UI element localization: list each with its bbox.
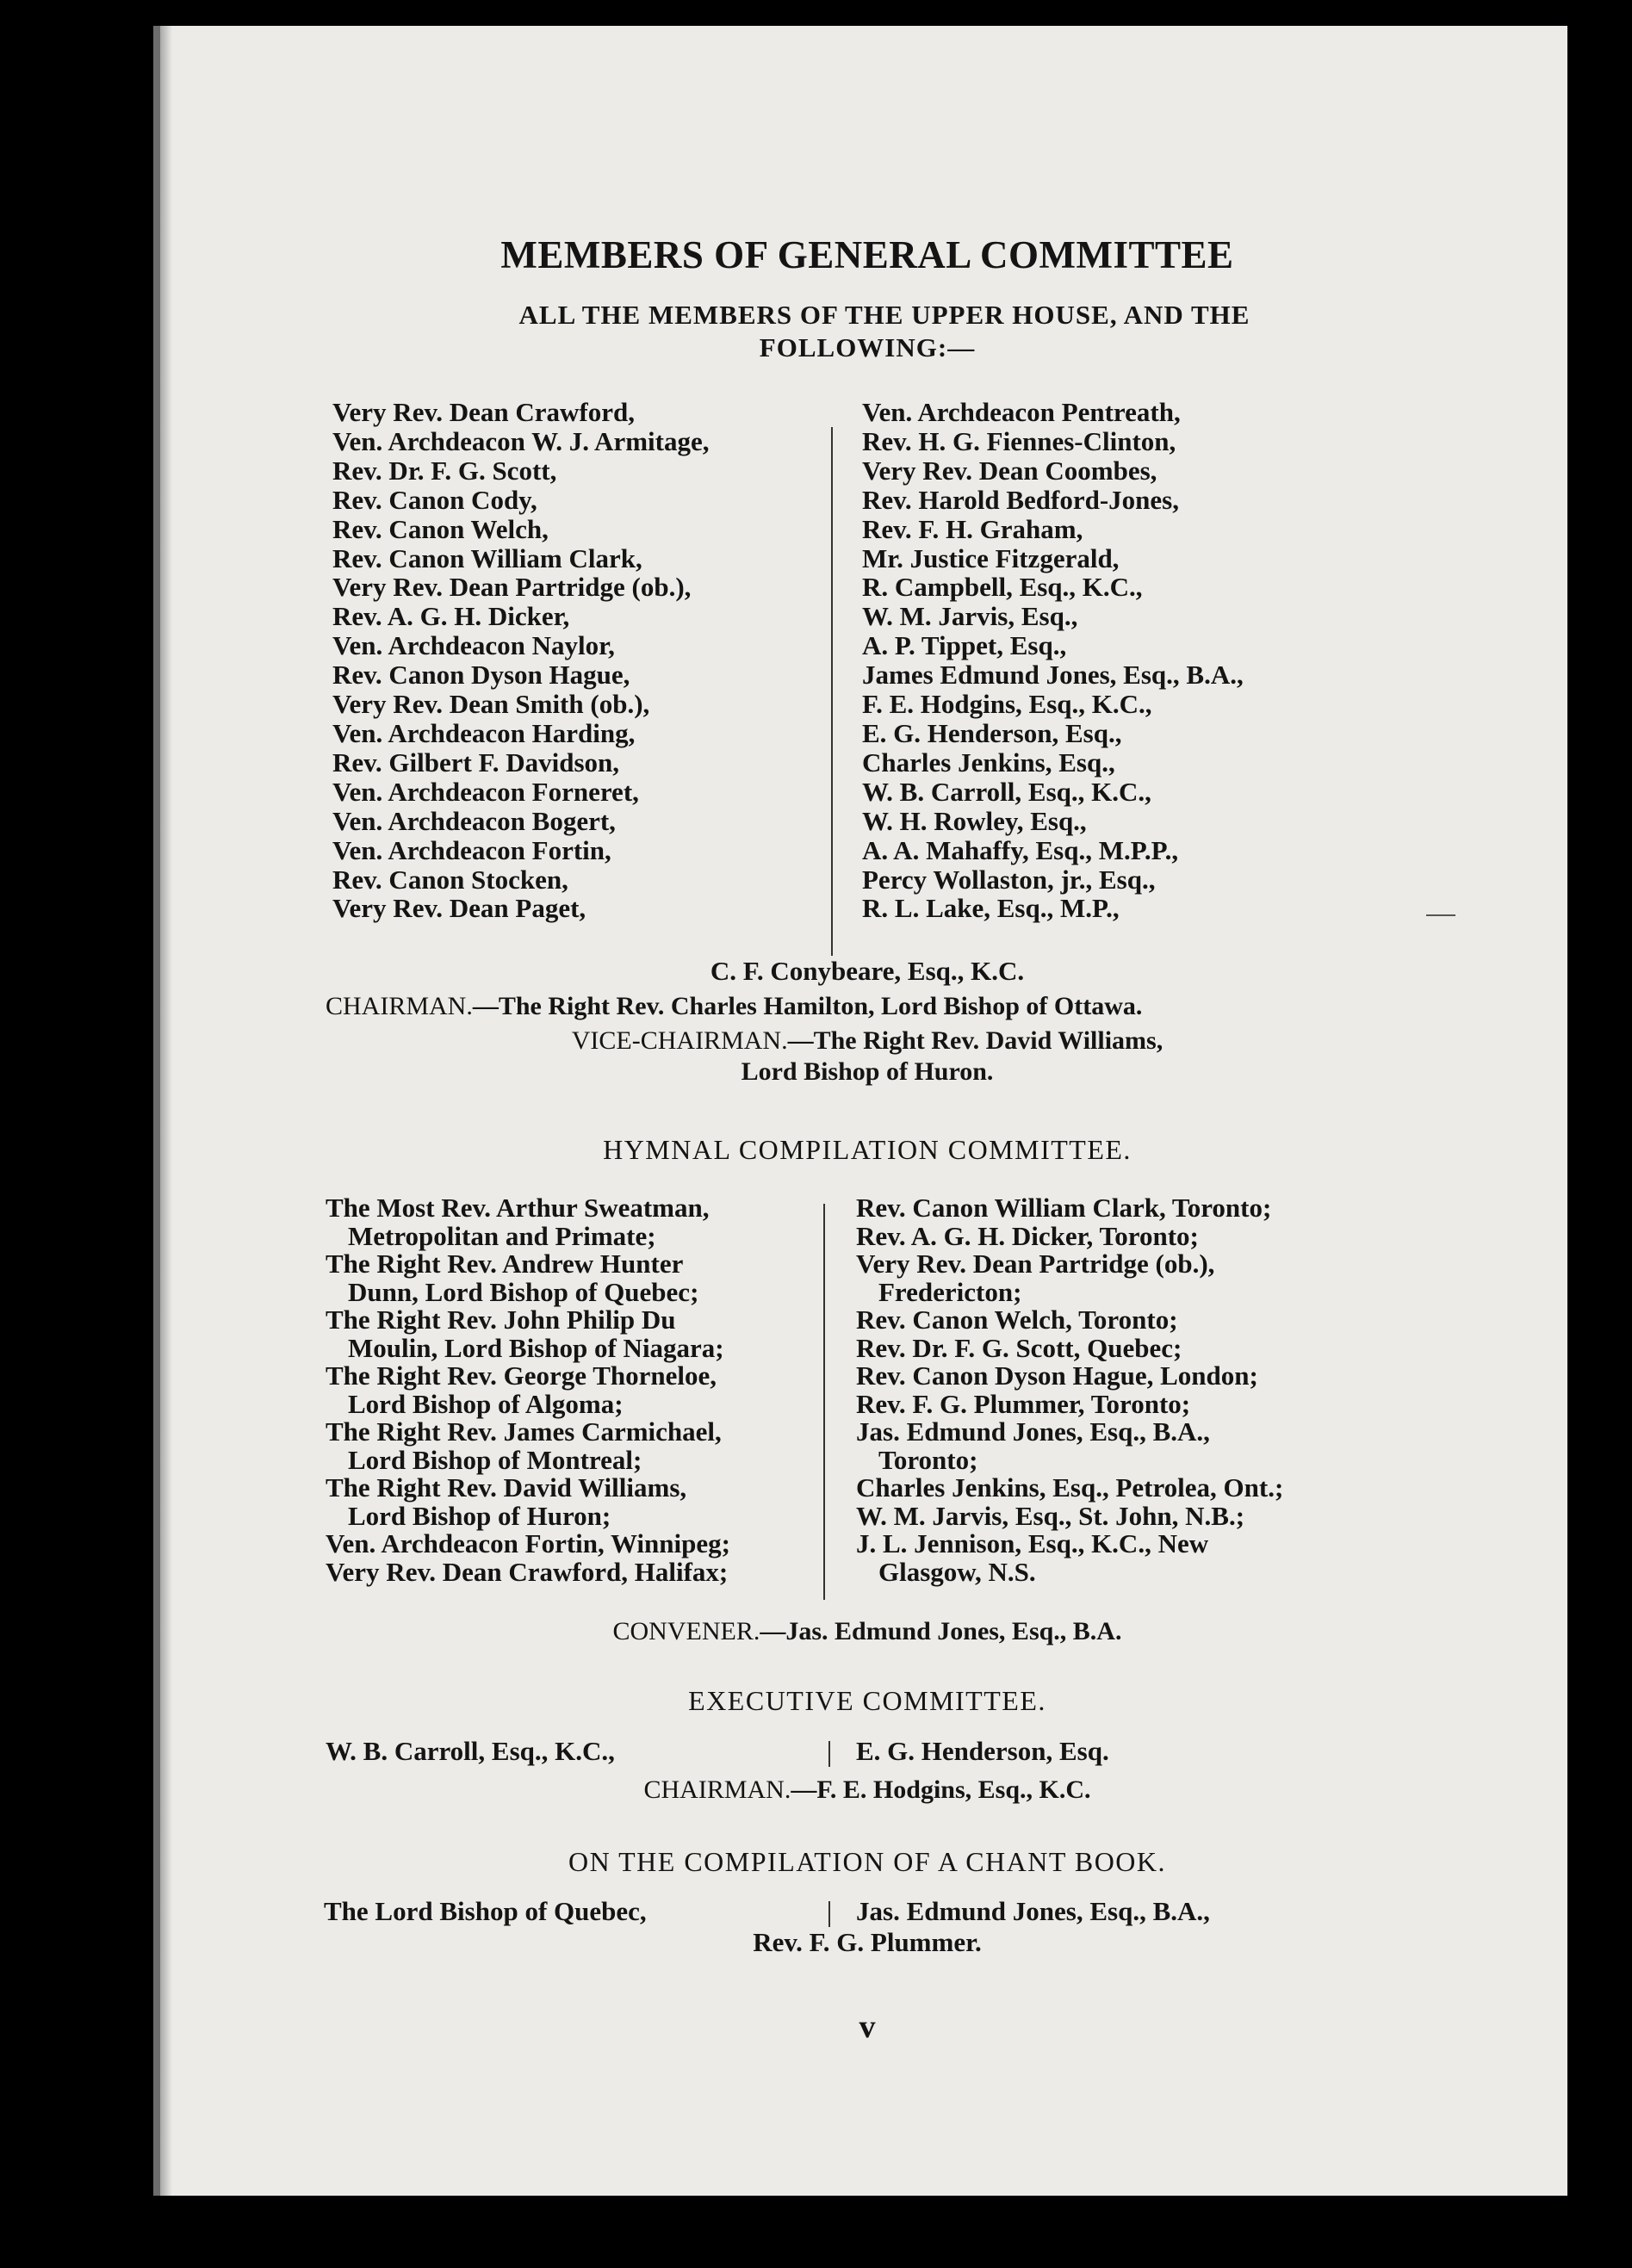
hymnal-member: Moulin, Lord Bishop of Niagara; <box>348 1332 724 1363</box>
general-member: Ven. Archdeacon Forneret, <box>332 776 639 807</box>
page-number: v <box>859 2009 876 2045</box>
hymnal-member: The Right Rev. George Thorneloe, <box>326 1360 717 1391</box>
hymnal-member: Glasgow, N.S. <box>878 1556 1036 1587</box>
hymnal-member: The Right Rev. David Williams, <box>326 1472 687 1503</box>
hymnal-left-column <box>326 1194 730 1586</box>
hymnal-member: Ven. Archdeacon Fortin, Winnipeg; <box>326 1528 730 1558</box>
general-member: Rev. Gilbert F. Davidson, <box>332 747 619 778</box>
general-member: A. P. Tippet, Esq., <box>862 630 1067 661</box>
general-member: Ven. Archdeacon W. J. Armitage, <box>332 425 710 456</box>
chant-final-member: Rev. F. G. Plummer. <box>753 1927 982 1957</box>
hymnal-member: W. M. Jarvis, Esq., St. John, N.B.; <box>856 1500 1245 1531</box>
hymnal-member: The Right Rev. Andrew Hunter <box>326 1249 684 1279</box>
hymnal-member: The Right Rev. John Philip Du <box>326 1304 676 1335</box>
general-member: A. A. Mahaffy, Esq., M.P.P., <box>862 834 1179 865</box>
hymnal-member: Very Rev. Dean Partridge (ob.), <box>856 1249 1215 1279</box>
general-member: Percy Wollaston, jr., Esq., <box>862 864 1156 895</box>
vice-chairman-title: Lord Bishop of Huron. <box>741 1057 994 1086</box>
general-member: Rev. F. H. Graham, <box>862 513 1083 544</box>
general-member: R. L. Lake, Esq., M.P., <box>862 893 1120 924</box>
general-member: Rev. Canon Stocken, <box>332 864 568 895</box>
chairman-name: —The Right Rev. Charles Hamilton, Lord Bishop of Ottawa. <box>472 992 1143 1020</box>
hymnal-column-divider <box>823 1204 825 1600</box>
hymnal-member: Fredericton; <box>878 1276 1022 1307</box>
general-member: W. B. Carroll, Esq., K.C., <box>862 776 1151 807</box>
general-member: Rev. Canon William Clark, <box>332 542 642 573</box>
general-member: Charles Jenkins, Esq., <box>862 747 1115 778</box>
hymnal-member: Rev. Canon William Clark, Toronto; <box>856 1193 1272 1223</box>
hymnal-member: Lord Bishop of Montreal; <box>348 1444 642 1475</box>
executive-chairman-name: —F. E. Hodgins, Esq., K.C. <box>791 1775 1091 1804</box>
hymnal-member: Rev. A. G. H. Dicker, Toronto; <box>856 1220 1199 1251</box>
executive-committee-title: EXECUTIVE COMMITTEE. <box>688 1685 1046 1716</box>
general-right-column <box>862 398 1244 923</box>
general-member: Rev. Harold Bedford-Jones, <box>862 484 1179 515</box>
hymnal-member: Lord Bishop of Algoma; <box>348 1388 624 1419</box>
general-member: James Edmund Jones, Esq., B.A., <box>862 660 1244 691</box>
convener-name: —Jas. Edmund Jones, Esq., B.A. <box>760 1617 1122 1645</box>
executive-member-right: E. G. Henderson, Esq. <box>856 1736 1109 1766</box>
general-column-divider <box>831 427 833 956</box>
vice-chairman-name: —The Right Rev. David Williams, <box>787 1026 1163 1055</box>
general-member: Rev. Dr. F. G. Scott, <box>332 455 557 486</box>
general-member: W. M. Jarvis, Esq., <box>862 601 1078 632</box>
hymnal-member: Dunn, Lord Bishop of Quebec; <box>348 1276 699 1307</box>
hymnal-right-column <box>856 1194 1283 1586</box>
general-member: Very Rev. Dean Smith (ob.), <box>332 689 650 720</box>
vice-chairman-role: VICE-CHAIRMAN. <box>571 1026 788 1055</box>
chant-member-right: Jas. Edmund Jones, Esq., B.A., <box>856 1896 1210 1926</box>
hymnal-member: Lord Bishop of Huron; <box>348 1500 611 1531</box>
hymnal-convener-line <box>160 1617 1574 1646</box>
general-member: Very Rev. Dean Crawford, <box>332 397 635 427</box>
chant-member-left: The Lord Bishop of Quebec, <box>324 1896 647 1926</box>
general-member: Rev. Canon Cody, <box>332 484 537 515</box>
general-member: Rev. Canon Welch, <box>332 513 549 544</box>
hymnal-member: The Most Rev. Arthur Sweatman, <box>326 1193 710 1223</box>
hymnal-member: Jas. Edmund Jones, Esq., B.A., <box>856 1416 1210 1447</box>
general-member: Rev. H. G. Fiennes-Clinton, <box>862 425 1176 456</box>
general-member: Very Rev. Dean Partridge (ob.), <box>332 572 692 603</box>
general-committee-title: MEMBERS OF GENERAL COMMITTEE <box>500 233 1234 276</box>
general-member: Rev. Canon Dyson Hague, <box>332 660 630 691</box>
general-member: Ven. Archdeacon Fortin, <box>332 834 611 865</box>
executive-chairman-role: CHAIRMAN. <box>643 1775 791 1804</box>
hymnal-member: Toronto; <box>878 1444 978 1475</box>
convener-role: CONVENER. <box>612 1617 760 1645</box>
general-member: R. Campbell, Esq., K.C., <box>862 572 1143 603</box>
book-page <box>153 26 1567 2196</box>
general-member: Mr. Justice Fitzgerald, <box>862 542 1120 573</box>
hymnal-member: J. L. Jennison, Esq., K.C., New <box>856 1528 1209 1558</box>
hymnal-member: Rev. F. G. Plummer, Toronto; <box>856 1388 1191 1419</box>
hymnal-member: Rev. Dr. F. G. Scott, Quebec; <box>856 1332 1182 1363</box>
chant-column-divider <box>828 1901 830 1927</box>
general-member: W. H. Rowley, Esq., <box>862 805 1087 836</box>
hymnal-member: The Right Rev. James Carmichael, <box>326 1416 722 1447</box>
executive-column-divider <box>828 1741 830 1767</box>
general-subtitle-line-2: FOLLOWING:— <box>759 332 976 363</box>
general-subtitle-line-1: ALL THE MEMBERS OF THE UPPER HOUSE, AND THE <box>518 300 1250 330</box>
hymnal-member: Metropolitan and Primate; <box>348 1220 656 1251</box>
hymnal-member: Very Rev. Dean Crawford, Halifax; <box>326 1556 729 1587</box>
general-member: F. E. Hodgins, Esq., K.C., <box>862 689 1152 720</box>
chant-book-title: ON THE COMPILATION OF A CHANT BOOK. <box>568 1846 1167 1877</box>
hymnal-member: Rev. Canon Welch, Toronto; <box>856 1304 1178 1335</box>
general-vice-chairman-line <box>160 1026 1574 1056</box>
hymnal-committee-title: HYMNAL COMPILATION COMMITTEE. <box>603 1134 1132 1165</box>
general-final-member: C. F. Conybeare, Esq., K.C. <box>710 956 1025 986</box>
chairman-role: CHAIRMAN. <box>326 992 473 1020</box>
general-member: Rev. A. G. H. Dicker, <box>332 601 570 632</box>
general-member: Very Rev. Dean Coombes, <box>862 455 1157 486</box>
margin-mark <box>1426 914 1455 916</box>
general-member: Ven. Archdeacon Bogert, <box>332 805 616 836</box>
general-left-column <box>332 398 709 923</box>
hymnal-member: Charles Jenkins, Esq., Petrolea, Ont.; <box>856 1472 1284 1503</box>
executive-member-left: W. B. Carroll, Esq., K.C., <box>326 1736 615 1766</box>
general-member: Ven. Archdeacon Harding, <box>332 717 636 748</box>
general-member: Ven. Archdeacon Pentreath, <box>862 397 1181 427</box>
general-member: Very Rev. Dean Paget, <box>332 893 586 924</box>
hymnal-member: Rev. Canon Dyson Hague, London; <box>856 1360 1258 1391</box>
general-member: Ven. Archdeacon Naylor, <box>332 630 615 661</box>
executive-chairman-line <box>160 1775 1574 1805</box>
general-chairman-line <box>326 992 1142 1021</box>
general-member: E. G. Henderson, Esq., <box>862 717 1122 748</box>
